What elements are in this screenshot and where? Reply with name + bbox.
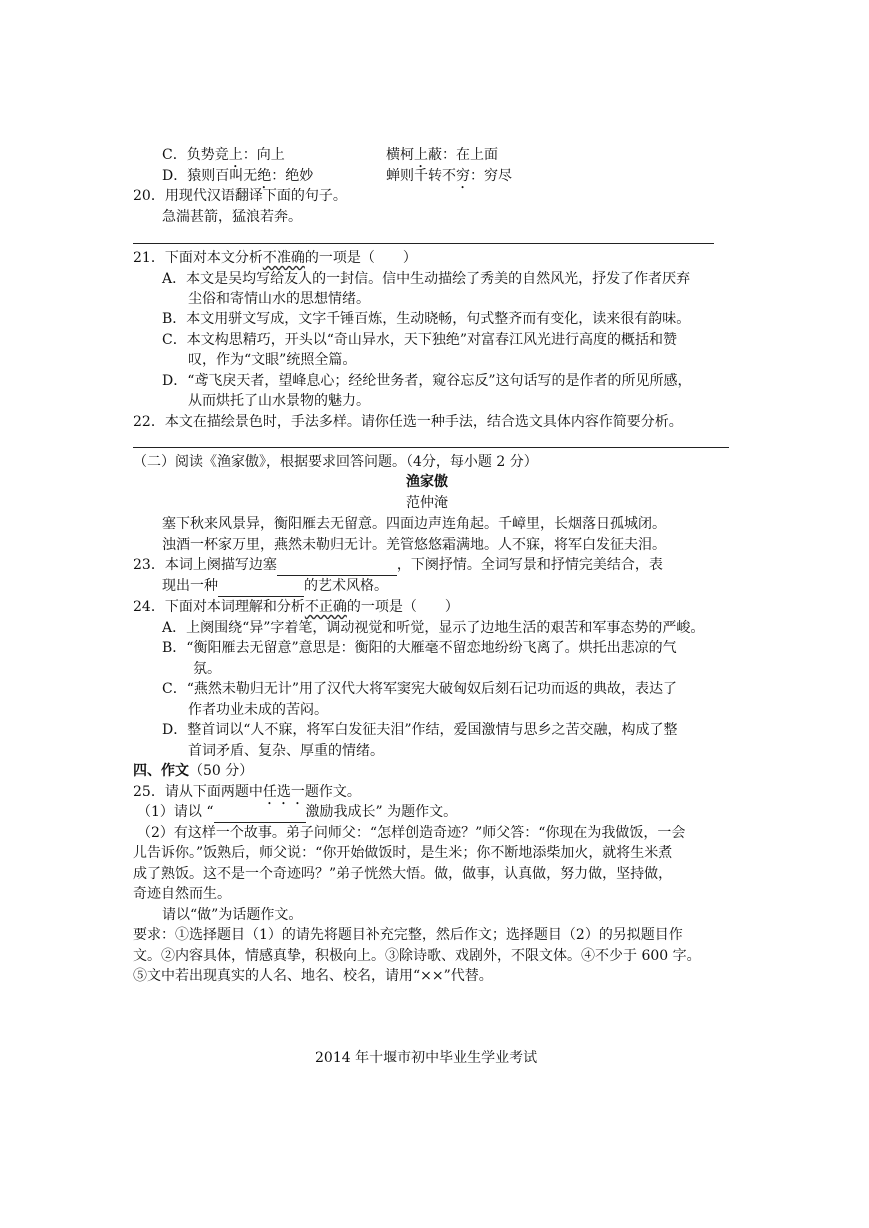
q22-stem: 22．本文在描绘景色时，手法多样。请你任选一种手法，结合选文具体内容作简要分析。 — [133, 414, 683, 430]
q19-option-d-left: D．猿则百叫无绝：绝妙 — [162, 168, 314, 184]
emphasis-mark: 穷 — [456, 168, 470, 184]
q25-requirements-line2: 文。②内容具体，情感真挚，积极向上。③除诗歌、戏剧外，不限文体。④不少于 600 字。 — [133, 948, 701, 964]
q25-option1-pre: （1）请以 “ — [137, 804, 214, 820]
emphasis-mark: 任选一 — [262, 784, 305, 800]
q21-option-c-line1: C．本文构思精巧，开头以“奇山异水，天下独绝”对富春江风光进行高度的概括和赞 — [162, 332, 678, 348]
q25-option2-line5: 请以“做”为话题作文。 — [162, 907, 303, 923]
q20-sentence: 急湍甚箭，猛浪若奔。 — [162, 209, 302, 225]
q25-option2-line3: 成了熟饭。这不是一个奇迹吗？”弟子恍然大悟。做，做事，认真做，努力做，坚持做， — [133, 866, 673, 882]
q24-option-b-line2: 氛。 — [193, 661, 221, 677]
q22-answer-line[interactable] — [133, 447, 729, 448]
poem-line-2: 浊酒一杯家万里，燕然未勒归无计。羌管悠悠霜满地。人不寐，将军白发征夫泪。 — [162, 537, 666, 553]
q21-option-a-line2: 尘俗和寄情山水的思想情绪。 — [188, 291, 370, 307]
q23-blank-1[interactable] — [277, 555, 397, 576]
emphasis-mark: 不准确 — [262, 250, 305, 266]
q25-option1 — [137, 802, 457, 823]
q25-option1-post: 激励我成长” 为题作文。 — [305, 804, 458, 820]
q21-option-a-line1: A．本文是吴均写给友人的一封信。信中生动描绘了秀美的自然风光，抒发了作者厌弃 — [162, 271, 691, 287]
q23-blank-2[interactable] — [218, 576, 304, 597]
q21-option-b-line1: B．本文用骈文写成，文字千锤百炼，生动晓畅，句式整齐而有变化，读来很有韵味。 — [162, 311, 691, 327]
next-exam-title: 2014 年十堰市初中毕业生学业考试 — [315, 1050, 538, 1066]
emphasis-mark: 上 — [228, 147, 243, 163]
q23-line1 — [133, 555, 663, 576]
poem-author: 范仲淹 — [406, 495, 448, 511]
q19-option-c-right: 横柯上蔽：在上面 — [386, 147, 498, 163]
q23-line2 — [162, 576, 388, 597]
q24-stem: 24．下面对本词理解和分析不正确的一项是（ ） — [133, 599, 459, 615]
q24-option-b-line1: B．“衡阳雁去无留意”意思是：衡阳的大雁毫不留恋地纷纷飞离了。烘托出悲凉的气 — [162, 640, 677, 656]
q25-title-blank[interactable] — [214, 802, 306, 823]
q23-text-4: 的艺术风格。 — [304, 578, 388, 594]
poem-line-1: 塞下秋来风景异，衡阳雁去无留意。四面边声连角起。千嶂里，长烟落日孤城闭。 — [162, 516, 666, 532]
section2-heading: （二）阅读《渔家傲》，根据要求回答问题。（4分，每小题 2 分） — [133, 454, 538, 470]
q20-stem: 20．用现代汉语翻译下面的句子。 — [133, 188, 347, 204]
q25-stem: 25．请从下面两题中任选一题作文。 — [133, 784, 361, 800]
q21-option-d-line1: D．“鸢飞戾天者，望峰息心；经纶世务者，窥谷忘反”这句话写的是作者的所见所感， — [162, 373, 692, 389]
q25-option2-line4: 奇迹自然而生。 — [133, 886, 231, 902]
section4-title: 四、作文 — [133, 763, 189, 779]
q23-text-3: 现出一种 — [162, 578, 218, 594]
q19-option-c-left: C．负势竞上：向上 — [162, 147, 285, 163]
section4-heading — [133, 761, 253, 781]
emphasis-mark: 绝 — [257, 168, 272, 184]
q25-requirements-line1: 要求：①选择题目（1）的请先将题目补充完整，然后作文；选择题目（2）的另拟题目作 — [133, 927, 683, 943]
q25-requirements-line3: ⑤文中若出现真实的人名、地名、校名，请用“××”代替。 — [133, 968, 493, 984]
q25-option2-line1: （2）有这样一个故事。弟子问师父：“怎样创造奇迹？”师父答：“你现在为我做饭，一会 — [137, 825, 686, 841]
q23-text-1: 23．本词上阕描写边塞 — [133, 557, 277, 573]
q24-option-a-line1: A．上阕围绕“异”字着笔，调动视觉和听觉，显示了边地生活的艰苦和军事态势的严峻。 — [162, 620, 705, 636]
q20-answer-line[interactable] — [133, 243, 714, 244]
q24-option-c-line1: C．“燕然未勒归无计”用了汉代大将军窦宪大破匈奴后刻石记功而返的典故，表达了 — [162, 681, 678, 697]
q21-option-c-line2: 叹，作为“文眼”统照全篇。 — [188, 352, 357, 368]
q24-option-c-line2: 作者功业未成的苦闷。 — [188, 702, 328, 718]
poem-title: 渔家傲 — [406, 474, 448, 490]
q24-option-d-line2: 首词矛盾、复杂、厚重的情绪。 — [188, 743, 384, 759]
q25-option2-line2: 儿告诉你。”饭熟后，师父说：“你开始做饭时，是生米；你不断地添柴加火，就将生米煮 — [133, 845, 673, 861]
emphasis-mark: 上 — [414, 147, 428, 163]
q21-option-d-line2: 从而烘托了山水景物的魅力。 — [188, 393, 370, 409]
emphasis-mark: 不正确 — [304, 599, 347, 615]
section4-points: （50 分） — [189, 763, 254, 779]
q19-option-d-right: 蝉则千转不穷：穷尽 — [386, 168, 512, 184]
q21-stem: 21．下面对本文分析不准确的一项是（ ） — [133, 250, 417, 266]
q23-text-2: ，下阕抒情。全词写景和抒情完美结合，表 — [396, 557, 663, 573]
q24-option-d-line1: D．整首词以“人不寐，将军白发征夫泪”作结，爱国激情与思乡之苦交融，构成了整 — [162, 722, 678, 738]
